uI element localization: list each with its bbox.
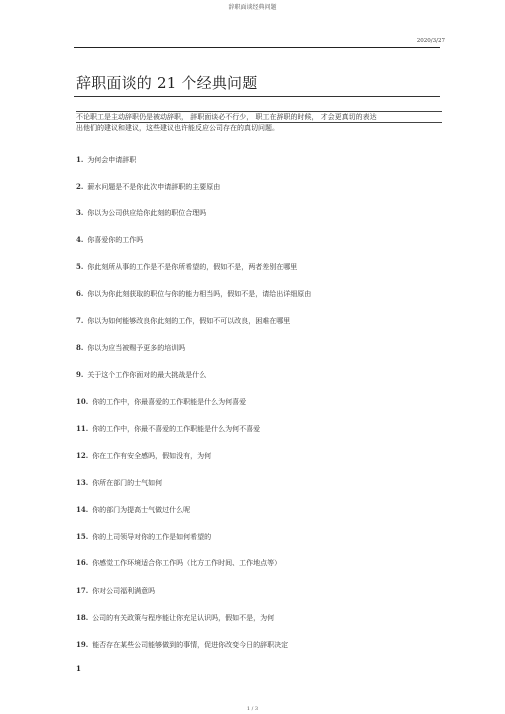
question-item: [76, 343, 185, 353]
question-number: 19.: [76, 640, 89, 649]
question-item: [76, 558, 281, 568]
question-item: [76, 451, 211, 461]
question-number: 1.: [76, 155, 84, 164]
question-item: [76, 586, 155, 596]
question-text: 你的工作中，你最喜爱的工作职能是什么为何喜爱: [92, 398, 247, 406]
question-item: [76, 370, 206, 380]
question-text: 关于这个工作你面对的最大挑战是什么: [87, 371, 207, 379]
question-text: 你的部门为提高士气做过什么呢: [92, 506, 191, 514]
question-number: 4.: [76, 235, 84, 244]
question-number: 16.: [76, 558, 89, 567]
question-item: [76, 235, 143, 245]
question-text: 你以为你此刻获取的职位与你的能力相当吗，假如不是，请给出详细原由: [87, 290, 312, 298]
question-text: 能否存在某些公司能够做到的事情，促进你改变今日的辞职决定: [92, 641, 289, 649]
question-item: [76, 182, 220, 192]
question-text: 公司的有关政策与程序能让你充足认识吗，假如不是，为何: [92, 614, 275, 622]
question-number: 9.: [76, 370, 84, 379]
question-text: 为何会申请辞职: [87, 156, 137, 164]
document-title: 辞职面谈的 21 个经典问题: [76, 74, 258, 92]
intro-line-1: 不论职工是主动辞职仍是被动辞职， 辞职面谈必不行少， 职工在辞职的时候， 才会更真切的表达: [76, 111, 442, 123]
question-text: 你的上司领导对你的工作是如何希望的: [92, 533, 212, 541]
question-number: 13.: [76, 478, 89, 487]
question-number: 10.: [76, 397, 89, 406]
question-item: [76, 155, 136, 165]
question-item: [76, 208, 206, 218]
question-number: 5.: [76, 262, 84, 271]
question-item: [76, 424, 260, 434]
question-item: [76, 640, 288, 650]
question-item: [76, 505, 190, 515]
question-text: 你喜爱你的工作吗: [87, 236, 144, 244]
question-item: [76, 532, 211, 542]
question-text: 你此刻所从事的工作是不是你所希望的，假如不是，两者差别在哪里: [87, 263, 298, 271]
question-number: 2.: [76, 182, 84, 191]
running-title: 辞职面谈经典问题: [228, 4, 277, 11]
question-text: 你以为应当被赐予更多的培训吗: [87, 344, 186, 352]
question-text: 你感觉工作环境适合你工作吗（比方工作时间、工作地点等）: [92, 559, 282, 567]
question-text: 你以为公司供应给你此刻的职位合理吗: [87, 209, 207, 217]
question-number: 6.: [76, 289, 84, 298]
question-number: 14.: [76, 505, 89, 514]
question-text: 你的工作中，你最不喜爱的工作职能是什么为何不喜爱: [92, 425, 261, 433]
question-item: [76, 316, 290, 326]
question-text: 你在工作有安全感吗，假如没有，为何: [92, 452, 212, 460]
question-number: 17.: [76, 586, 89, 595]
question-item: [76, 397, 246, 407]
question-number: 8.: [76, 343, 84, 352]
page-number: 1 / 3: [246, 706, 259, 712]
question-item: [76, 289, 311, 299]
question-text: 薪水问题是不是你此次申请辞职的主要原由: [87, 183, 221, 191]
continuation-marker: 1: [76, 664, 81, 673]
question-number: 11.: [76, 424, 89, 433]
intro-paragraph: [76, 111, 442, 133]
question-number: 18.: [76, 613, 89, 622]
question-number: 3.: [76, 208, 84, 217]
question-number: 12.: [76, 451, 89, 460]
question-text: 你对公司福利满意吗: [92, 587, 156, 595]
question-item: [76, 478, 162, 488]
intro-line-2: 出他们的建议和建议，这些建议也许能反应公司存在的真切问题。: [76, 124, 279, 132]
question-item: [76, 262, 297, 272]
question-number: 7.: [76, 316, 84, 325]
title-divider: [74, 96, 440, 97]
document-date: 2020/3/27: [416, 38, 445, 44]
header-divider: [74, 47, 440, 48]
question-number: 15.: [76, 532, 89, 541]
question-text: 你以为如何能够改良你此刻的工作，假如不可以改良，困难在哪里: [87, 317, 291, 325]
question-text: 你所在部门的士气如何: [92, 479, 163, 487]
question-item: [76, 613, 274, 623]
